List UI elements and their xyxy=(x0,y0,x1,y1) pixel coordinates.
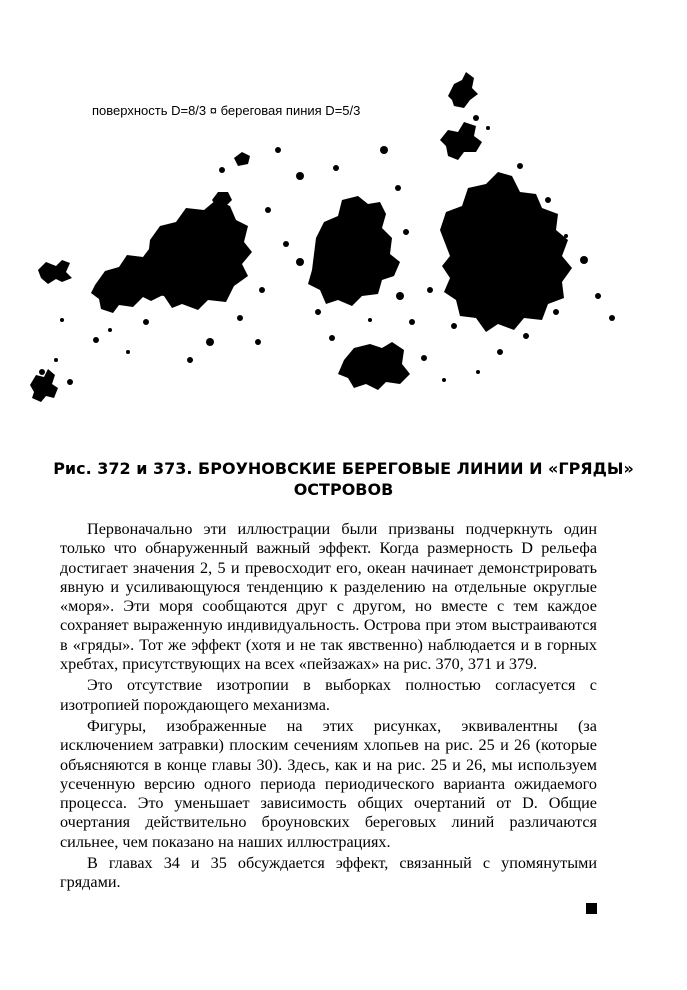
figure-caption xyxy=(40,458,647,500)
islet xyxy=(54,358,58,362)
islet xyxy=(380,146,388,154)
islet xyxy=(473,115,479,121)
islet xyxy=(403,229,409,235)
island-small xyxy=(212,192,232,206)
island-centre xyxy=(308,196,400,306)
islet xyxy=(409,319,415,325)
islet xyxy=(427,287,433,293)
islet xyxy=(564,234,568,238)
islet xyxy=(329,335,335,341)
caption-line-2: ОСТРОВОВ xyxy=(293,480,394,499)
islet xyxy=(476,370,480,374)
island-small xyxy=(234,152,250,166)
island-top-right xyxy=(448,72,478,108)
body-text xyxy=(60,520,597,893)
islet xyxy=(126,350,130,354)
islet xyxy=(206,338,214,346)
paragraph: Это отсутствие изотропии в выборках полностью согласуется с изотропией порождающего механизма. xyxy=(60,676,597,714)
islet xyxy=(237,315,243,321)
islet xyxy=(143,319,149,325)
paragraph: Фигуры, изображенные на этих рисунках, эквивалентны (за исключением затравки) плоским сечениям хлопьев на рис. 25 и 26 (которые объясняются в конце главы 30). Здесь, как и на рис. 25 и 26, мы используем усеченную версию одного периода периодического варианта ожидаемого процесса. Это уменьшает зависимость общих очертаний от D. Общие очертания действительно броуновских береговых линий различаются сильнее, чем показано на наших иллюстрациях. xyxy=(60,716,597,851)
islet xyxy=(283,241,289,247)
islet xyxy=(229,273,235,279)
islet xyxy=(265,207,271,213)
islet xyxy=(259,287,265,293)
islet xyxy=(442,378,446,382)
paragraph: В главах 34 и 35 обсуждается эффект, связанный с упомянутыми грядами. xyxy=(60,854,597,892)
islet xyxy=(93,337,99,343)
islet xyxy=(296,258,304,266)
islet xyxy=(497,197,503,203)
islet xyxy=(67,379,73,385)
islet xyxy=(517,163,523,169)
islet xyxy=(396,292,404,300)
islet xyxy=(296,172,304,180)
island-right-north xyxy=(440,122,482,160)
islet xyxy=(187,357,193,363)
end-of-section-mark xyxy=(586,903,597,914)
island-far-left xyxy=(38,260,72,284)
islet xyxy=(421,355,427,361)
islet xyxy=(553,309,559,315)
islet xyxy=(609,315,615,321)
islet xyxy=(275,147,281,153)
islet xyxy=(395,185,401,191)
islet xyxy=(39,369,45,375)
islet xyxy=(486,126,490,130)
islet xyxy=(545,197,551,203)
island-centre-lower xyxy=(338,342,410,390)
islet xyxy=(108,328,112,332)
islet xyxy=(497,349,503,355)
islet xyxy=(333,165,339,171)
islet xyxy=(523,333,529,339)
islet xyxy=(368,318,372,322)
islet xyxy=(219,167,225,173)
island-right xyxy=(440,172,572,332)
islet xyxy=(60,318,64,322)
caption-line-1: Рис. 372 и 373. БРОУНОВСКИЕ БЕРЕГОВЫЕ ЛИНИИ И «ГРЯДЫ» xyxy=(53,459,634,478)
islet xyxy=(315,309,321,315)
figure-label: поверхность D=8/3 ¤ береговая пиния D=5/3 xyxy=(92,103,361,118)
paragraph: Первоначально эти иллюстрации были призваны подчеркнуть один только что обнаруженный важный эффект. Когда размерность D рельефа достигает значения 2, 5 и превосходит его, океан начинает демонстрировать явную и усиливающуюся тенденцию к разделению на отдельные округлые «моря». Эти моря сообщаются друг с другом, но вместе с тем каждое сохраняет выраженную индивидуальность. Острова при этом выстраиваются в «гряды». Тот же эффект (хотя и не так явственно) наблюдается и в горных хребтах, присутствующих на всех «пейзажах» на рис. 370, 371 и 379. xyxy=(60,520,597,674)
islet xyxy=(255,339,261,345)
islet xyxy=(580,256,588,264)
islet xyxy=(595,293,601,299)
island-left-upper xyxy=(142,200,252,310)
islet xyxy=(451,323,457,329)
